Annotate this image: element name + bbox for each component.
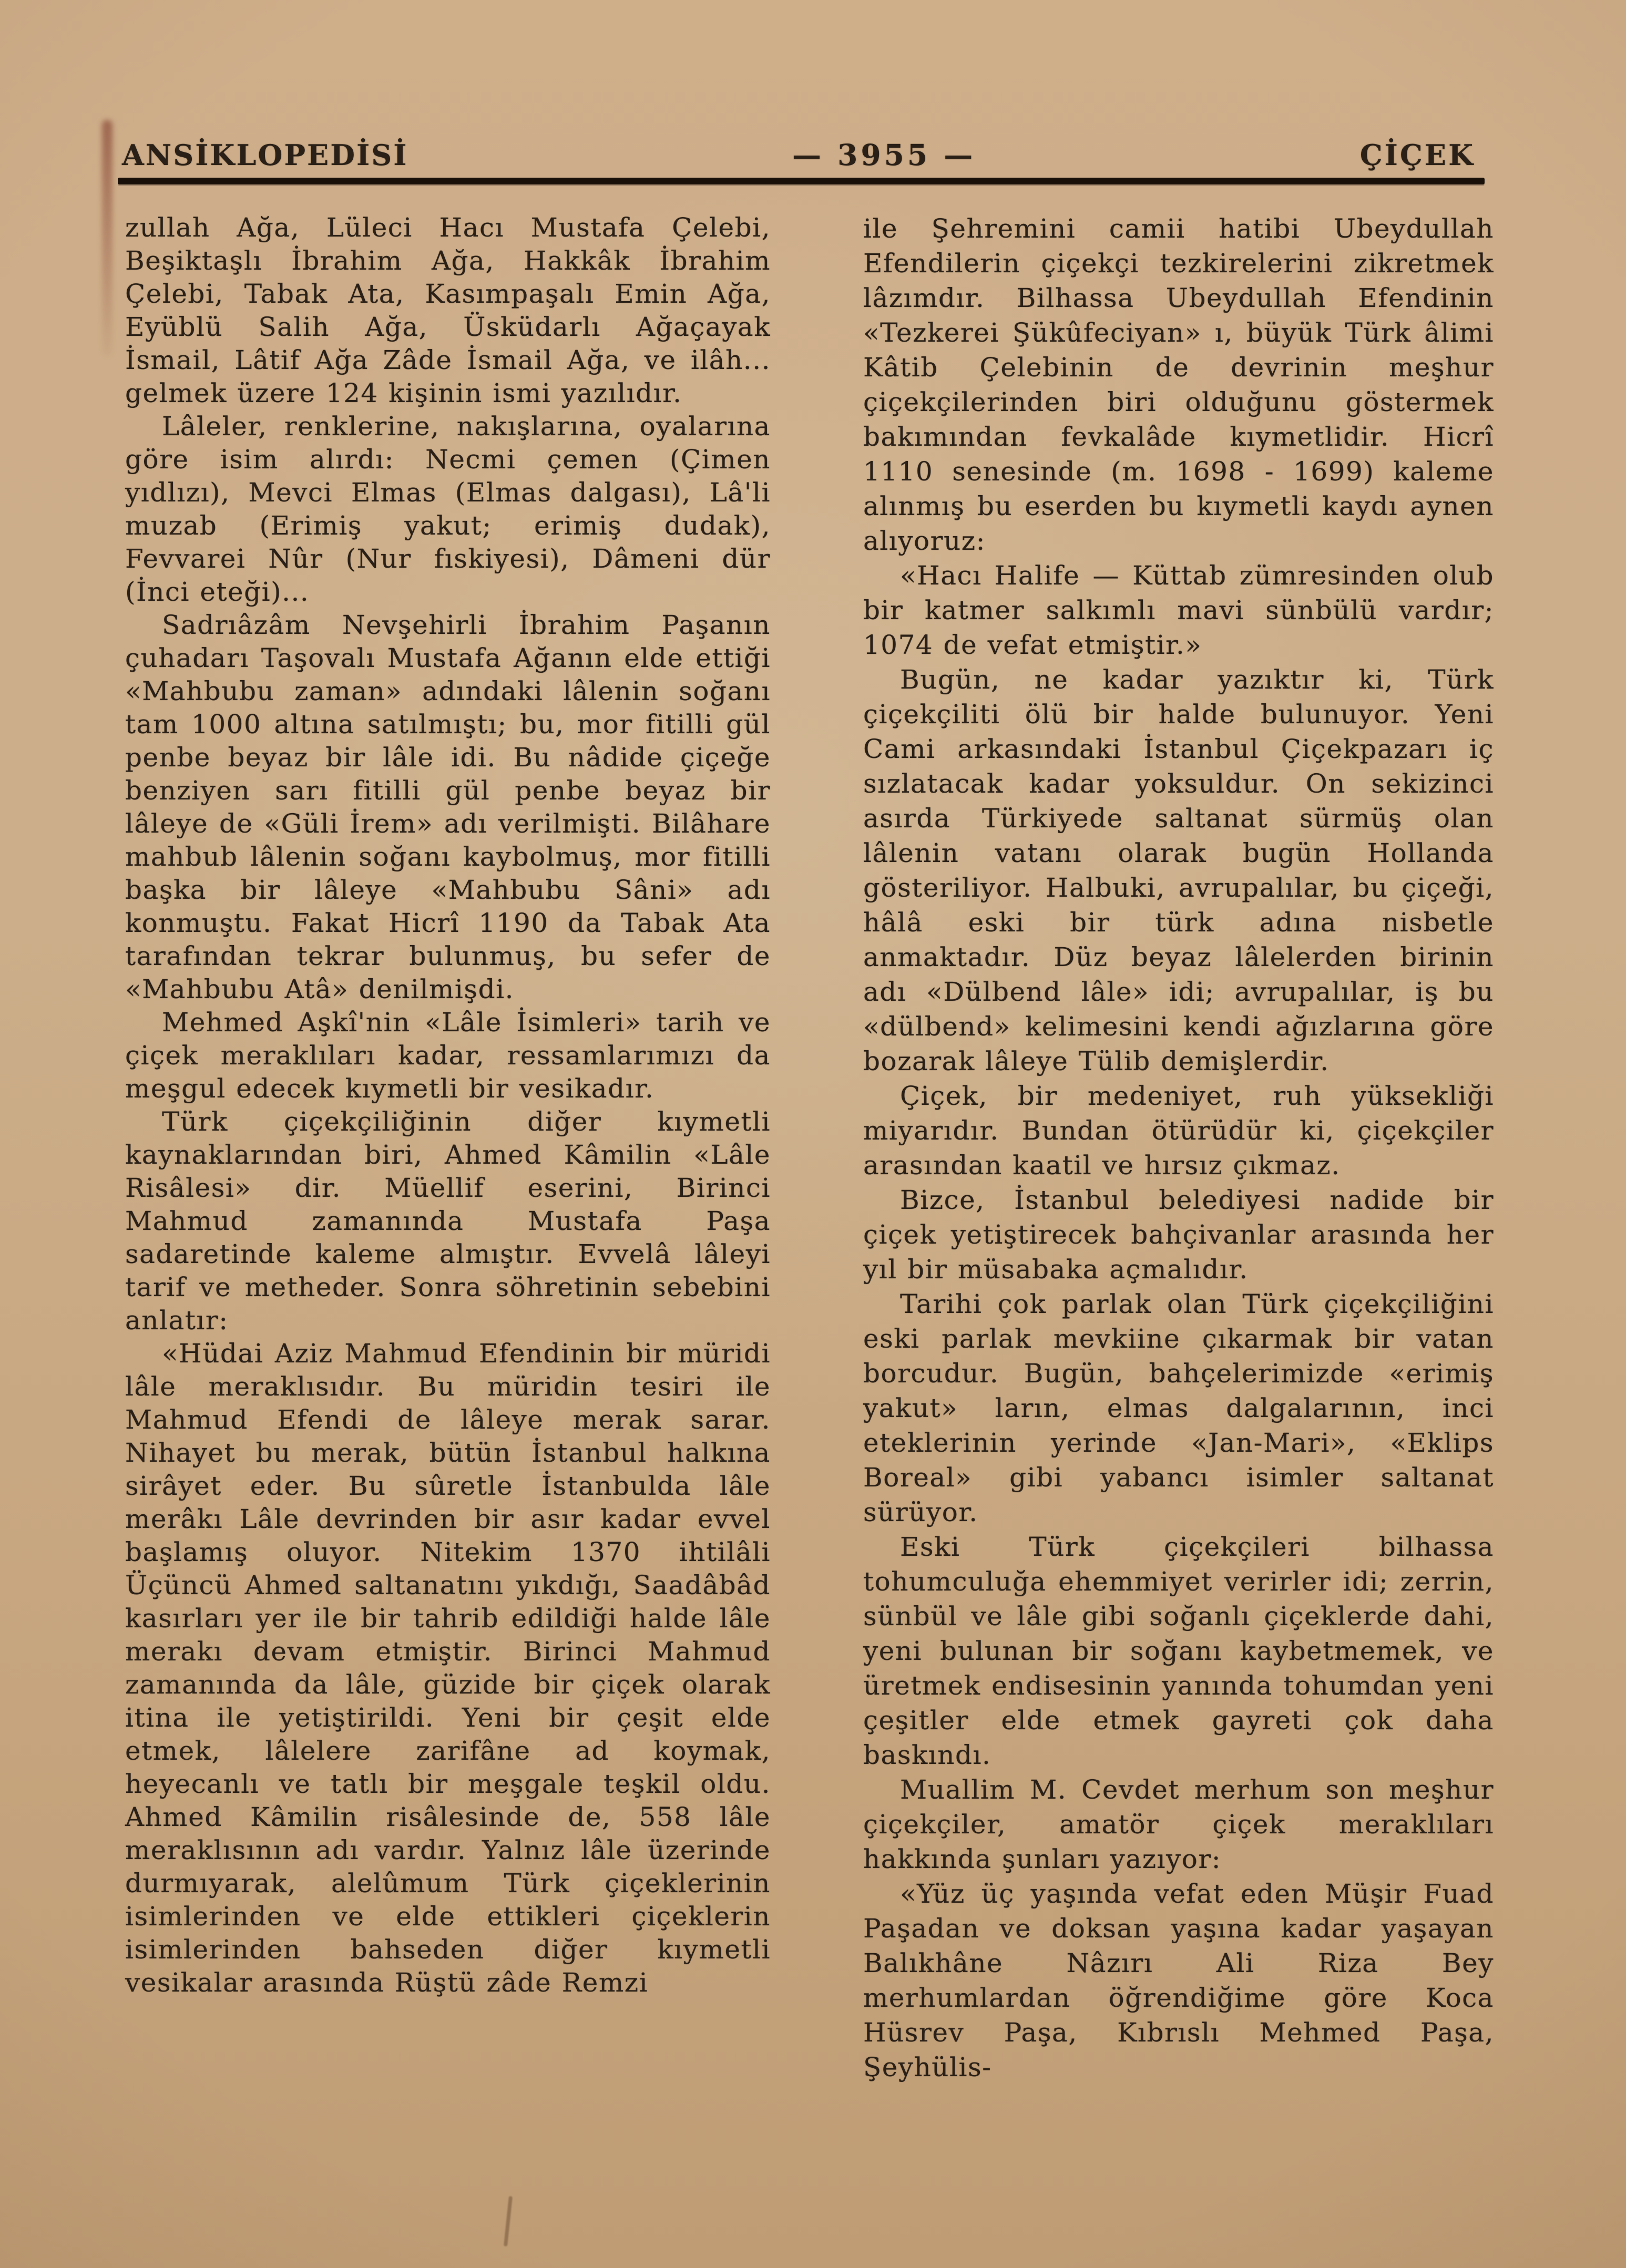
paper-scratch — [504, 2196, 513, 2246]
text-column-right — [863, 211, 1494, 2085]
paragraph: «Hacı Halife — Küttab zümresinden olub bir katmer salkımlı mavi sünbülü vardır; 1074 de vefat etmiştir.» — [863, 560, 1494, 660]
paragraph: Muallim M. Cevdet merhum son meşhur çiçekçiler, amatör çiçek meraklıları hakkında şunları yazıyor: — [863, 1774, 1494, 1874]
paragraph: Bizce, İstanbul belediyesi nadide bir çiçek yetiştirecek bahçivanlar arasında her yıl bir müsabaka açmalıdır. — [863, 1185, 1494, 1285]
article-title: ÇİÇEK — [1359, 138, 1475, 172]
paragraph: Bugün, ne kadar yazıktır ki, Türk çiçekçiliti ölü bir halde bulunuyor. Yeni Cami arkasındaki İstanbul Çiçekpazarı iç sızlatacak kadar yoksuldur. On sekizinci asırda Türkiyede saltanat sürmüş olan lâlenin vatanı olarak bugün Hollanda gösteriliyor. Halbuki, avrupalılar, bu çiçeği, hâlâ eski bir türk adına nisbetle anmaktadır. Düz beyaz lâlelerden birinin adı «Dülbend lâle» idi; avrupalılar, iş bu «dülbend» kelimesini kendi ağızlarına göre bozarak lâleye Tülib demişlerdir. — [863, 664, 1494, 1076]
paragraph: Çiçek, bir medeniyet, ruh yüksekliği miyarıdır. Bundan ötürüdür ki, çiçekçiler arasından kaatil ve hırsız çıkmaz. — [863, 1081, 1494, 1181]
paragraph: «Yüz üç yaşında vefat eden Müşir Fuad Paşadan ve doksan yaşına kadar yaşayan Balıkhâne Nâzırı Ali Riza Bey merhumlardan öğrendiğime göre Koca Hüsrev Paşa, Kıbrıslı Mehmed Paşa, Şeyhülis- — [863, 1879, 1494, 2082]
journal-title: ANSİKLOPEDİSİ — [122, 138, 408, 172]
paragraph: zullah Ağa, Lüleci Hacı Mustafa Çelebi, Beşiktaşlı İbrahim Ağa, Hakkâk İbrahim Çelebi, Tabak Ata, Kasımpaşalı Emin Ağa, Eyüblü Salih Ağa, Üsküdarlı Ağaçayak İsmail, Lâtif Ağa Zâde İsmail Ağa, ve ilâh... gelmek üzere 124 kişinin ismi yazılıdır. — [125, 212, 771, 408]
paragraph: Eski Türk çiçekçileri bilhassa tohumculuğa ehemmiyet verirler idi; zerrin, sünbül ve lâle gibi soğanlı çiçeklerde dahi, yeni bulunan bir soğanı kaybetmemek, ve üretmek endisesinin yanında tohumdan yeni çeşitler elde etmek gayreti çok daha baskındı. — [863, 1532, 1494, 1770]
paragraph: Mehmed Aşkî'nin «Lâle İsimleri» tarih ve çiçek meraklıları kadar, ressamlarımızı da meşgul edecek kıymetli bir vesikadır. — [125, 1007, 771, 1104]
paragraph: Sadrıâzâm Nevşehirli İbrahim Paşanın çuhadarı Taşovalı Mustafa Ağanın elde ettiği «Mahbubu zaman» adındaki lâlenin soğanı tam 1000 altına satılmıştı; bu, mor fitilli gül penbe beyaz bir lâle idi. Bu nâdide çiçeğe benziyen sarı fitilli gül penbe beyaz bir lâleye de «Güli İrem» adı verilmişti. Bilâhare mahbub lâlenin soğanı kaybolmuş, mor fitilli başka bir lâleye «Mahbubu Sâni» adı konmuştu. Fakat Hicrî 1190 da Tabak Ata tarafından tekrar bulunmuş, bu sefer de «Mahbubu Atâ» denilmişdi. — [125, 610, 771, 1004]
header-rule — [118, 178, 1485, 184]
text-column-left — [125, 211, 771, 1999]
page-header — [122, 138, 1475, 172]
paragraph: ile Şehremini camii hatibi Ubeydullah Efendilerin çiçekçi tezkirelerini zikretmek lâzımdır. Bilhassa Ubeydullah Efendinin «Tezkerei Şükûfeciyan» ı, büyük Türk âlimi Kâtib Çelebinin de devrinin meşhur çiçekçilerinden biri olduğunu göstermek bakımından fevkalâde kıymetlidir. Hicrî 1110 senesinde (m. 1698 - 1699) kaleme alınmış bu eserden bu kıymetli kaydı aynen alıyoruz: — [863, 213, 1494, 556]
paragraph: Lâleler, renklerine, nakışlarına, oyalarına göre isim alırdı: Necmi çemen (Çimen yıdlızı), Mevci Elmas (Elmas dalgası), Lâ'li muzab (Erimiş yakut; erimiş dudak), Fevvarei Nûr (Nur fıskiyesi), Dâmeni dür (İnci eteği)... — [125, 411, 771, 607]
paragraph: Tarihi çok parlak olan Türk çiçekçiliğini eski parlak mevkiine çıkarmak bir vatan borcudur. Bugün, bahçelerimizde «erimiş yakut» ların, elmas dalgalarının, inci eteklerinin yerinde «Jan-Mari», «Eklips Boreal» gibi yabancı isimler saltanat sürüyor. — [863, 1289, 1494, 1527]
page-number: — 3955 — — [792, 138, 976, 172]
paragraph: Türk çiçekçiliğinin diğer kıymetli kaynaklarından biri, Ahmed Kâmilin «Lâle Risâlesi» dir. Müellif eserini, Birinci Mahmud zamanında Mustafa Paşa sadaretinde kaleme almıştır. Evvelâ lâleyi tarif ve metheder. Sonra söhretinin sebebini anlatır: — [125, 1106, 771, 1336]
paragraph: «Hüdai Aziz Mahmud Efendinin bir müridi lâle meraklısıdır. Bu müridin tesiri ile Mahmud Efendi de lâleye merak sarar. Nihayet bu merak, bütün İstanbul halkına sirâyet eder. Bu sûretle İstanbulda lâle merâkı Lâle devrinden bir asır kadar evvel başlamış oluyor. Nitekim 1370 ihtilâli Üçüncü Ahmed saltanatını yıkdığı, Saadâbâd kasırları yer ile bir tahrib edildiği halde lâle merakı devam etmiştir. Birinci Mahmud zamanında da lâle, güzide bir çiçek olarak itina ile yetiştirildi. Yeni bir çeşit elde etmek, lâlelere zarifâne ad koymak, heyecanlı ve tatlı bir meşgale teşkil oldu. Ahmed Kâmilin risâlesinde de, 558 lâle meraklısının adı vardır. Yalnız lâle üzerinde durmıyarak, alelûmum Türk çiçeklerinin isimlerinden ve elde ettikleri çiçeklerin isimlerinden bahseden diğer kıymetli vesikalar arasında Rüştü zâde Remzi — [125, 1338, 771, 1998]
scan-smudge — [102, 120, 113, 356]
